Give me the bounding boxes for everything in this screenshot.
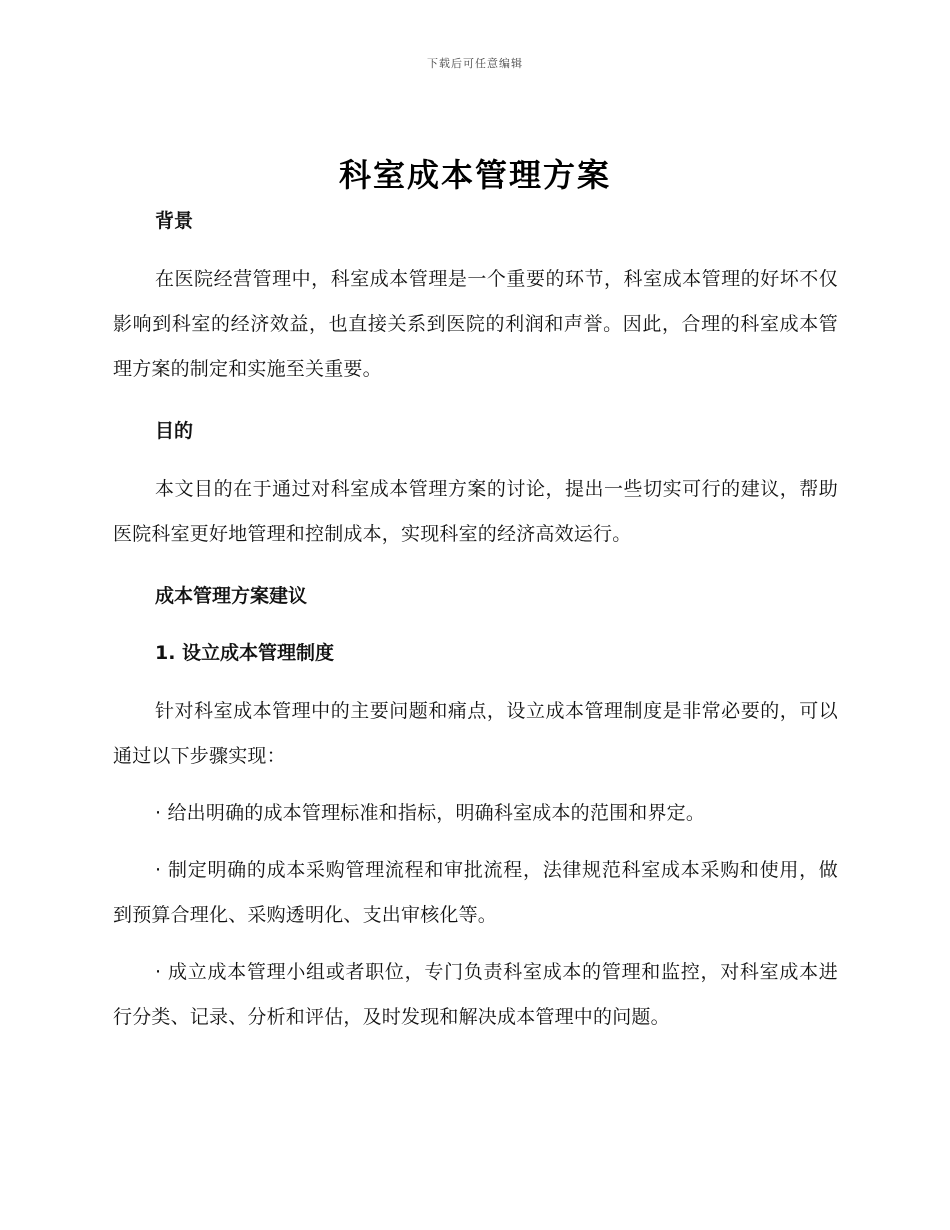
purpose-heading: 目的: [155, 420, 194, 442]
page-header-note: 下载后可任意编辑: [427, 57, 523, 70]
bullet-item: · 制定明确的成本采购管理流程和审批流程，法律规范科室成本采购和使用，做到预算合理化、采购透明化、支出审核化等。: [113, 859, 838, 926]
suggestions-heading: 成本管理方案建议: [155, 585, 308, 607]
subsection-1-heading: 1. 设立成本管理制度: [155, 642, 335, 664]
document-title: 科室成本管理方案: [338, 156, 611, 194]
subsection-1-paragraph: 针对科室成本管理中的主要问题和痛点，设立成本管理制度是非常必要的，可以通过以下步骤实现：: [113, 700, 838, 767]
bullet-item: · 成立成本管理小组或者职位，专门负责科室成本的管理和监控，对科室成本进行分类、记录、分析和评估，及时发现和解决成本管理中的问题。: [113, 961, 838, 1028]
document-body: [113, 205, 838, 1040]
background-paragraph: 在医院经营管理中，科室成本管理是一个重要的环节，科室成本管理的好坏不仅影响到科室的经济效益，也直接关系到医院的利润和声誉。因此，合理的科室成本管理方案的制定和实施至关重要。: [113, 268, 838, 380]
background-heading: 背景: [155, 210, 194, 232]
bullet-item: · 给出明确的成本管理标准和指标，明确科室成本的范围和界定。: [155, 802, 706, 824]
purpose-paragraph: 本文目的在于通过对科室成本管理方案的讨论，提出一些切实可行的建议，帮助医院科室更好地管理和控制成本，实现科室的经济高效运行。: [113, 478, 838, 545]
